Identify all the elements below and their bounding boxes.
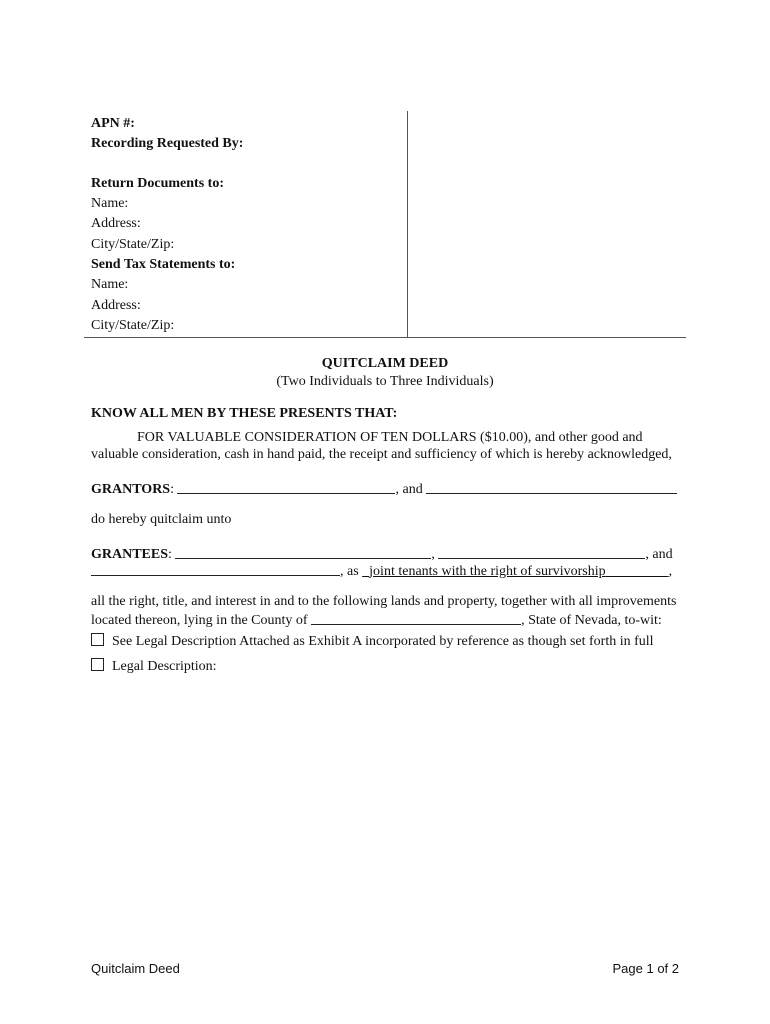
option-legal-row	[91, 657, 217, 677]
recording-requested-label: Recording Requested By:	[91, 136, 244, 151]
as-text: , as	[340, 564, 359, 579]
legal-description-checkbox[interactable]	[91, 658, 104, 671]
located-prefix: located thereon, lying in the County of	[91, 613, 308, 628]
grantee-2-field[interactable]	[438, 544, 645, 559]
return-city-label: City/State/Zip:	[91, 237, 175, 252]
located-line	[91, 609, 662, 631]
document-title: QUITCLAIM DEED	[321, 356, 449, 371]
consideration-line-1: FOR VALUABLE CONSIDERATION OF TEN DOLLARS ($10.00), and other good and	[137, 430, 643, 445]
option-legal-text: Legal Description:	[112, 659, 217, 674]
grantors-row	[91, 478, 677, 500]
document-subtitle: (Two Individuals to Three Individuals)	[276, 374, 494, 389]
tenancy-text	[362, 564, 668, 579]
option-exhibit-text: See Legal Description Attached as Exhibit A incorporated by reference as though set forth in full	[112, 634, 654, 649]
consideration-line-2: valuable consideration, cash in hand paid, the receipt and sufficiency of which is hereby acknowledged,	[91, 447, 672, 462]
tax-address-label: Address:	[91, 298, 141, 313]
grantees-row-2	[91, 560, 672, 582]
grantor-2-field[interactable]	[426, 479, 677, 494]
header-vertical-divider	[407, 111, 408, 337]
footer-document-name: Quitclaim Deed	[91, 961, 180, 976]
grantor-1-field[interactable]	[177, 479, 395, 494]
grantees-comma: ,	[431, 547, 435, 562]
return-address-label: Address:	[91, 216, 141, 231]
tenancy-value: joint tenants with the right of survivorship	[369, 564, 606, 579]
quitclaim-unto-text: do hereby quitclaim unto	[91, 512, 232, 527]
exhibit-checkbox[interactable]	[91, 633, 104, 646]
option-exhibit-row	[91, 632, 654, 652]
located-suffix: , State of Nevada, to-wit:	[521, 613, 662, 628]
return-name-label: Name:	[91, 196, 129, 211]
header-horizontal-divider	[84, 337, 686, 338]
send-tax-label: Send Tax Statements to:	[91, 257, 236, 272]
tenancy-trailing-comma: ,	[668, 564, 673, 579]
return-documents-label: Return Documents to:	[91, 176, 224, 191]
footer-page-number: Page 1 of 2	[612, 961, 679, 976]
grantees-and-text: , and	[645, 547, 673, 562]
grantors-label: GRANTORS	[91, 482, 171, 497]
know-all-men-heading: KNOW ALL MEN BY THESE PRESENTS THAT:	[91, 406, 398, 421]
grantees-label: GRANTEES	[91, 547, 169, 562]
grantors-colon: :	[170, 482, 174, 497]
tax-city-label: City/State/Zip:	[91, 318, 175, 333]
apn-label: APN #:	[91, 116, 135, 131]
grantee-1-field[interactable]	[175, 544, 431, 559]
grantors-and-text: , and	[395, 482, 423, 497]
tax-name-label: Name:	[91, 277, 129, 292]
grantees-colon: :	[168, 547, 172, 562]
county-field[interactable]	[311, 610, 521, 625]
rights-line-1: all the right, title, and interest in and to the following lands and property, together with all improvements	[91, 594, 677, 609]
grantee-3-field[interactable]	[91, 561, 340, 576]
